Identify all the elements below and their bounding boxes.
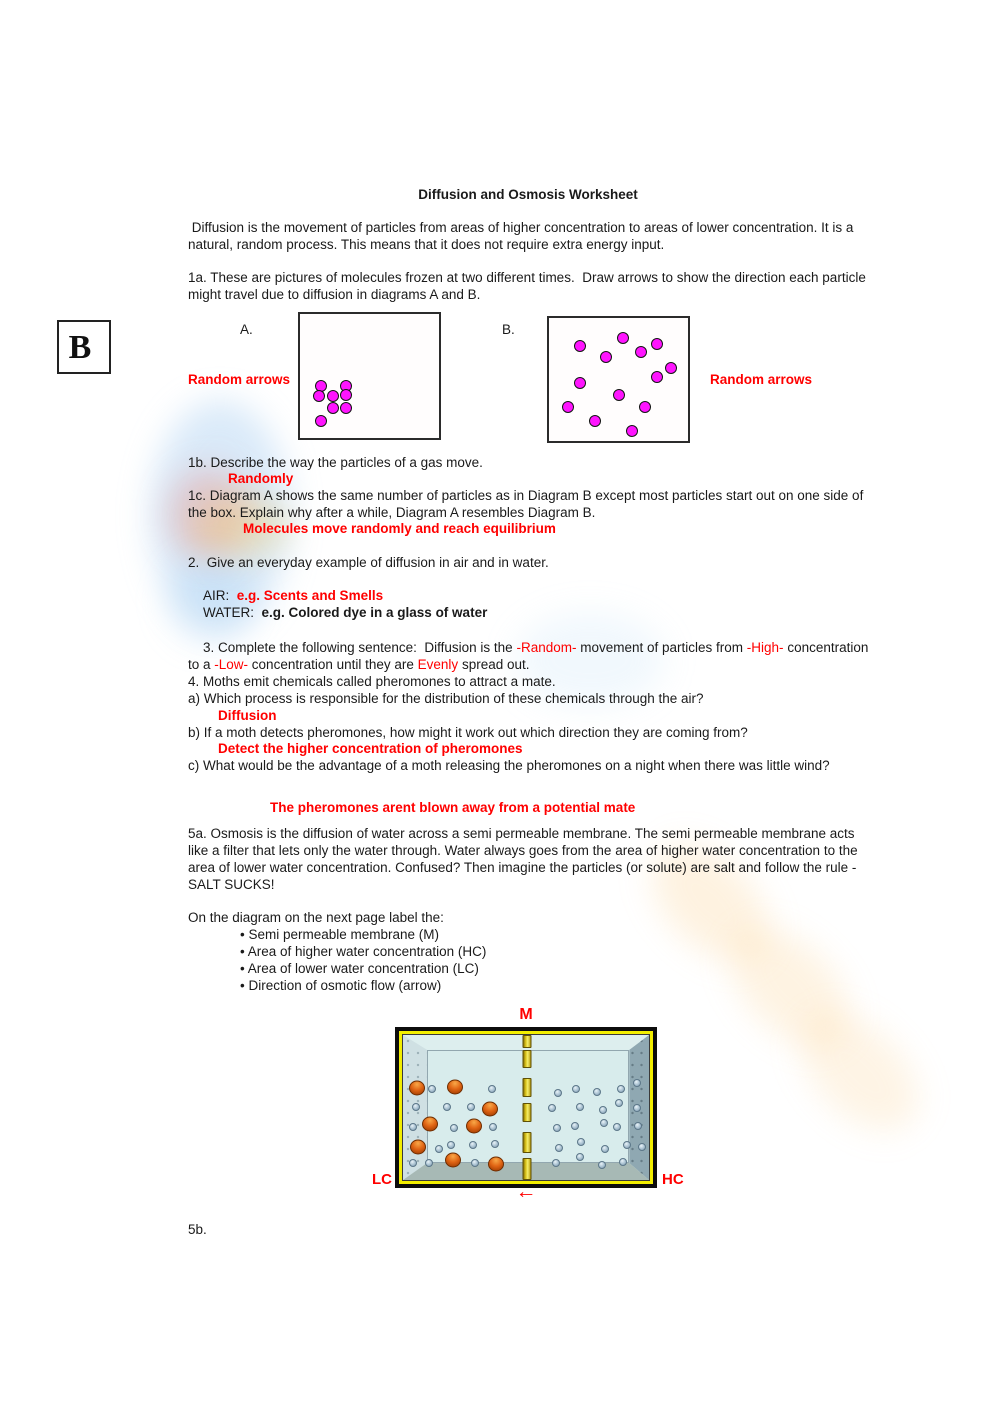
water-answer: e.g. Colored dye in a glass of water bbox=[261, 605, 488, 620]
gas-particle bbox=[626, 425, 638, 437]
question-4b: b) If a moth detects pheromones, how might it work out which direction they are coming from? bbox=[188, 725, 748, 740]
gas-particle bbox=[340, 402, 352, 414]
gas-particle bbox=[613, 389, 625, 401]
q3-text: concentration until they are bbox=[248, 657, 418, 672]
diagram-b-box bbox=[547, 316, 690, 443]
osmosis-diagram bbox=[395, 1027, 657, 1188]
water-particle bbox=[638, 1143, 646, 1151]
membrane-label-m: M bbox=[519, 1006, 533, 1023]
water-particle bbox=[409, 1159, 417, 1167]
page-title: Diffusion and Osmosis Worksheet bbox=[418, 187, 638, 202]
gas-particle bbox=[574, 340, 586, 352]
gas-particle bbox=[651, 338, 663, 350]
water-particle bbox=[447, 1141, 455, 1149]
question-5a: 5a. Osmosis is the diffusion of water across a semi permeable membrane. The semi permeable membrane acts like a filter that lets only the water through. Water always goes from the area of higher water concentration to the area of lower water concentration. Confused? Then imagine the particles (or solute) are salt and follow the rule - SALT SUCKS! bbox=[188, 826, 862, 892]
answer-4c: The pheromones arent blown away from a potential mate bbox=[270, 800, 636, 815]
membrane-segment bbox=[523, 1132, 532, 1153]
water-particle bbox=[600, 1119, 608, 1127]
water-particle bbox=[571, 1122, 579, 1130]
water-particle bbox=[491, 1140, 499, 1148]
water-particle bbox=[613, 1123, 621, 1131]
water-particle bbox=[599, 1106, 607, 1114]
answer-4a: Diffusion bbox=[218, 708, 277, 723]
label-bullet: • Area of higher water concentration (HC) bbox=[240, 944, 487, 960]
question-4c: c) What would be the advantage of a moth releasing the pheromones on a night when there was little wind? bbox=[188, 758, 830, 773]
q3-answer-evenly: Evenly bbox=[417, 657, 459, 672]
answer-1b: Randomly bbox=[228, 471, 294, 486]
water-particle bbox=[469, 1141, 477, 1149]
q3-text: 3. Complete the following sentence: Diffusion is the bbox=[203, 640, 517, 655]
tank-frame bbox=[399, 1031, 653, 1184]
label-bullet: • Semi permeable membrane (M) bbox=[240, 927, 440, 942]
water-particle bbox=[409, 1123, 417, 1131]
q3-answer-high: -High- bbox=[746, 640, 784, 655]
water-particle bbox=[555, 1144, 563, 1152]
water-particle bbox=[572, 1085, 580, 1093]
q3-answer-random: -Random- bbox=[516, 640, 577, 655]
q3-text: movement of particles from bbox=[576, 640, 747, 655]
gas-particle bbox=[600, 351, 612, 363]
water-particle bbox=[488, 1085, 496, 1093]
water-particle bbox=[601, 1145, 609, 1153]
gas-particle bbox=[617, 332, 629, 344]
water-particle bbox=[412, 1103, 420, 1111]
low-concentration-label: LC bbox=[372, 1171, 392, 1188]
question-5b: 5b. bbox=[188, 1222, 207, 1237]
water-particle bbox=[623, 1141, 631, 1149]
solute-particle bbox=[482, 1101, 498, 1116]
labeling-instruction: On the diagram on the next page label the: bbox=[188, 910, 444, 925]
membrane-segment bbox=[523, 1103, 532, 1122]
solute-particle bbox=[422, 1117, 438, 1132]
water-particle bbox=[633, 1079, 641, 1087]
water-particle bbox=[633, 1104, 641, 1112]
water-particle bbox=[553, 1124, 561, 1132]
water-particle bbox=[450, 1124, 458, 1132]
gas-particle bbox=[665, 362, 677, 374]
water-particle bbox=[428, 1085, 436, 1093]
solute-particle bbox=[447, 1080, 463, 1095]
water-particle bbox=[435, 1145, 443, 1153]
semi-permeable-membrane bbox=[403, 1035, 649, 1180]
water-particle bbox=[552, 1159, 560, 1167]
high-concentration-label: HC bbox=[662, 1171, 684, 1188]
gas-particle bbox=[313, 390, 325, 402]
label-bullet: • Area of lower water concentration (LC) bbox=[240, 961, 479, 977]
answer-4b: Detect the higher concentration of pheromones bbox=[218, 741, 523, 756]
water-label: WATER: bbox=[203, 605, 262, 620]
water-particle bbox=[576, 1103, 584, 1111]
water-particle bbox=[554, 1089, 562, 1097]
air-label: AIR: bbox=[203, 588, 237, 603]
diagram-b-label: B. bbox=[502, 322, 515, 337]
water-particle bbox=[619, 1158, 627, 1166]
water-particle bbox=[617, 1085, 625, 1093]
water-particle bbox=[548, 1104, 556, 1112]
osmotic-flow-arrow-icon: ← bbox=[515, 1180, 537, 1203]
tank-interior bbox=[403, 1035, 649, 1180]
gas-particle bbox=[562, 401, 574, 413]
question-4: 4. Moths emit chemicals called pheromones to attract a mate. bbox=[188, 674, 556, 689]
label-bullet-list bbox=[240, 926, 486, 994]
gas-particle bbox=[315, 415, 327, 427]
water-particle bbox=[634, 1122, 642, 1130]
gas-particle bbox=[635, 346, 647, 358]
water-particle bbox=[615, 1099, 623, 1107]
membrane-segment bbox=[523, 1078, 532, 1097]
gas-particle bbox=[651, 371, 663, 383]
solute-particle bbox=[409, 1081, 425, 1096]
solute-particle bbox=[466, 1119, 482, 1134]
membrane-segment bbox=[523, 1035, 532, 1048]
diagram-a-label: A. bbox=[240, 322, 253, 337]
solute-particle bbox=[445, 1152, 461, 1167]
gas-particle bbox=[327, 390, 339, 402]
label-bullet: • Direction of osmotic flow (arrow) bbox=[240, 978, 442, 994]
air-answer: e.g. Scents and Smells bbox=[236, 588, 384, 603]
intro-paragraph: Diffusion is the movement of particles from areas of higher concentration to areas of lower concentration. It is a natural, random process. This means that it does not require extra energy input. bbox=[188, 220, 858, 252]
grade-box bbox=[57, 320, 111, 374]
water-particle bbox=[577, 1138, 585, 1146]
q3-answer-low: -Low- bbox=[214, 657, 249, 672]
diagram-a-box bbox=[298, 312, 441, 440]
q3-text: spread out. bbox=[458, 657, 530, 672]
q3-text: concentration to a bbox=[188, 640, 873, 672]
random-arrows-annotation-left: Random arrows bbox=[188, 372, 291, 387]
solute-particle bbox=[488, 1157, 504, 1172]
gas-particle bbox=[639, 401, 651, 413]
question-1b: 1b. Describe the way the particles of a gas move. bbox=[188, 455, 483, 470]
membrane-segment bbox=[523, 1158, 532, 1180]
water-particle bbox=[576, 1153, 584, 1161]
water-particle bbox=[443, 1103, 451, 1111]
watermark-blob bbox=[710, 908, 869, 1067]
random-arrows-annotation-right: Random arrows bbox=[710, 372, 813, 387]
membrane-segment bbox=[523, 1050, 532, 1068]
grade-letter: B bbox=[68, 328, 92, 366]
water-particle bbox=[489, 1123, 497, 1131]
question-1c: 1c. Diagram A shows the same number of particles as in Diagram B except most particles start out on one side of the box. Explain why after a while, Diagram A resembles Diagram B. bbox=[188, 488, 868, 520]
solute-particle bbox=[410, 1139, 426, 1154]
question-1a: 1a. These are pictures of molecules frozen at two different times. Draw arrows to show the direction each particle might travel due to diffusion in diagrams A and B. bbox=[188, 270, 870, 302]
answer-1c: Molecules move randomly and reach equilibrium bbox=[243, 521, 556, 536]
question-4a: a) Which process is responsible for the distribution of these chemicals through the air? bbox=[188, 691, 704, 706]
water-particle bbox=[467, 1103, 475, 1111]
water-particle bbox=[598, 1161, 606, 1169]
question-2: 2. Give an everyday example of diffusion in air and in water. bbox=[188, 555, 549, 570]
gas-particle bbox=[340, 389, 352, 401]
gas-particle bbox=[327, 402, 339, 414]
gas-particle bbox=[574, 377, 586, 389]
water-particle bbox=[593, 1088, 601, 1096]
water-particle bbox=[471, 1159, 479, 1167]
watermark-blob bbox=[780, 993, 939, 1152]
water-particle bbox=[425, 1159, 433, 1167]
gas-particle bbox=[589, 415, 601, 427]
